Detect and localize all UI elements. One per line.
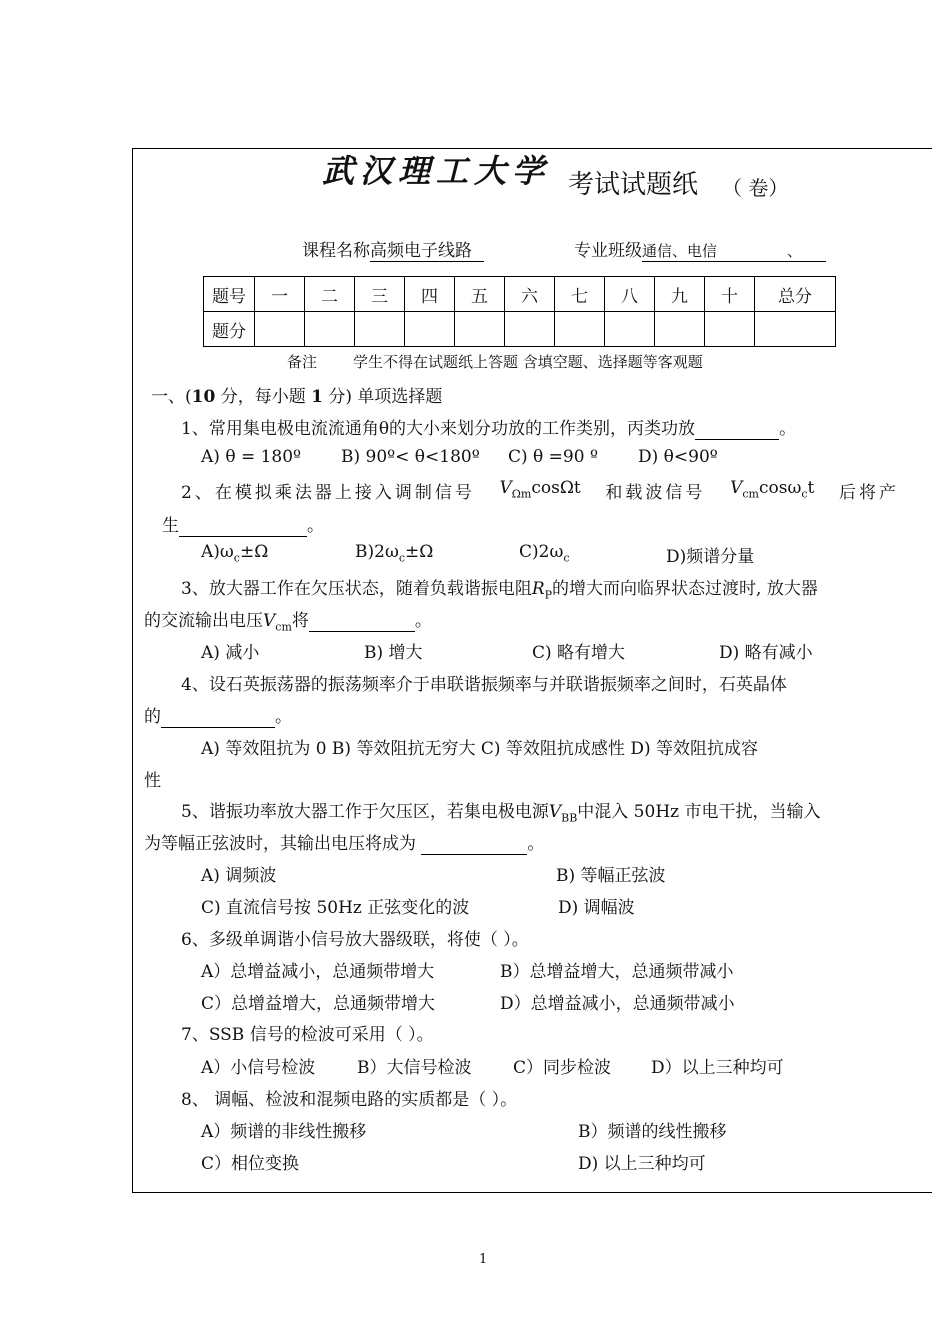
- note-row: [287, 351, 703, 372]
- q2-option-d: D)频谱分量: [666, 547, 755, 567]
- question-8-stem: 8、 调幅、检波和混频电路的实质都是（ ）。: [181, 1090, 518, 1110]
- q5-option-c: C) 直流信号按 50Hz 正弦变化的波: [201, 898, 470, 918]
- column-header: 八: [605, 277, 655, 312]
- score-cell: [255, 312, 305, 347]
- question-5-line-2: 为等幅正弦波时，其输出电压将成为 。: [144, 834, 545, 854]
- column-header: 九: [655, 277, 705, 312]
- q8-option-c: C）相位变换: [201, 1154, 300, 1174]
- question-1-stem: 1、常用集电极电流流通角θ的大小来划分功放的工作类别，丙类功放 。: [181, 419, 797, 439]
- q6-option-c: C）总增益增大，总通频带增大: [201, 994, 436, 1014]
- column-header: 七: [555, 277, 605, 312]
- q6-option-a: A）总增益减小，总通频带增大: [201, 962, 435, 982]
- exam-title: 考试试题纸: [568, 170, 699, 200]
- class-row: [574, 236, 826, 262]
- note-label: 备注: [287, 353, 318, 371]
- question-3-line-2: 的交流输出电压$V_{cm}$将 。: [144, 611, 432, 634]
- course-name-row: [302, 236, 484, 262]
- column-header: 三: [355, 277, 405, 312]
- score-cell: [305, 312, 355, 347]
- question-7-stem: 7、SSB 信号的检波可采用（ ）。: [181, 1025, 434, 1045]
- q3-option-b: B) 增大: [364, 643, 423, 663]
- score-cell: [355, 312, 405, 347]
- score-table-score-row: [204, 312, 836, 347]
- note-text: 学生不得在试题纸上答题 含填空题、选择题等客观题: [353, 353, 703, 371]
- question-2-line-2: 生 。: [162, 516, 324, 536]
- q5-option-d: D) 调幅波: [558, 898, 635, 918]
- column-header: 五: [455, 277, 505, 312]
- question-4-line-1: 4、设石英振荡器的振荡频率介于串联谐振频率与并联谐振频率之间时，石英晶体: [181, 675, 787, 695]
- q5-option-a: A) 调频波: [201, 866, 277, 886]
- section-heading: 一、(10 分，每小题 1 分) 单项选择题: [151, 387, 443, 407]
- class-value: 通信、电信 、: [642, 240, 826, 262]
- q8-option-d: D) 以上三种均可: [578, 1154, 706, 1174]
- q7-option-c: C）同步检波: [513, 1058, 612, 1078]
- q6-option-d: D）总增益减小，总通频带减小: [500, 994, 735, 1014]
- q3-option-d: D) 略有减小: [719, 643, 813, 663]
- q2-option-b: $B)2\omega_c\pm\Omega$: [355, 542, 434, 565]
- q5-option-b: B) 等幅正弦波: [556, 866, 666, 886]
- question-2-line-1: 2、在模拟乘法器上接入调制信号 $V_{\Omega m}\cos\Omega t$ 和载波信号 $V_{cm}\cos\omega_ct$ 后将产: [181, 478, 899, 503]
- score-cell: [755, 312, 836, 347]
- score-cell: [605, 312, 655, 347]
- q7-option-a: A）小信号检波: [201, 1058, 316, 1078]
- q4-options-wrap: 性: [144, 771, 161, 791]
- score-cell: [455, 312, 505, 347]
- course-name-label: 课程名称: [302, 241, 370, 261]
- score-table-header-row: [204, 277, 836, 312]
- q7-option-b: B）大信号检波: [357, 1058, 472, 1078]
- score-cell: [705, 312, 755, 347]
- column-header-total: 总分: [755, 277, 836, 312]
- row-label-score: 题分: [204, 312, 255, 347]
- q3-option-c: C) 略有增大: [532, 643, 626, 663]
- column-header: 一: [255, 277, 305, 312]
- score-cell: [655, 312, 705, 347]
- q3-option-a: A) 减小: [201, 643, 260, 663]
- score-cell: [405, 312, 455, 347]
- column-header: 十: [705, 277, 755, 312]
- question-5-line-1: 5、谐振功率放大器工作于欠压区，若集电极电源$V_{BB}$中混入 50Hz 市电干扰，当输入: [181, 802, 821, 825]
- q1-option-c: C) θ =90 º: [508, 447, 598, 467]
- paper-type: （ 卷）: [722, 176, 789, 200]
- university-name: 武汉理工大学: [322, 152, 551, 190]
- question-6-stem: 6、多级单调谐小信号放大器级联，将使（ ）。: [181, 930, 529, 950]
- q8-option-b: B）频谱的线性搬移: [578, 1122, 727, 1142]
- q2-option-a: $A)\omega_c\pm\Omega$: [201, 542, 269, 565]
- page-number: 1: [479, 1252, 488, 1267]
- q1-option-b: B) 90º< θ<180º: [341, 447, 480, 467]
- class-label: 专业班级: [574, 241, 642, 261]
- question-3-line-1: 3、放大器工作在欠压状态，随着负载谐振电阻$R_P$的增大而向临界状态过渡时, 放大器: [181, 579, 818, 602]
- q7-option-d: D）以上三种均可: [651, 1058, 784, 1078]
- score-cell: [505, 312, 555, 347]
- q4-options: A) 等效阻抗为 0 B) 等效阻抗无穷大 C) 等效阻抗成感性 D) 等效阻抗成容: [201, 739, 758, 759]
- q2-option-c: $C)2\omega_c$: [519, 542, 570, 565]
- question-4-line-2: 的 。: [144, 707, 292, 727]
- row-label-question-number: 题号: [204, 277, 255, 312]
- q8-option-a: A）频谱的非线性搬移: [201, 1122, 367, 1142]
- q1-option-d: D) θ<90º: [638, 447, 718, 467]
- column-header: 四: [405, 277, 455, 312]
- column-header: 六: [505, 277, 555, 312]
- q6-option-b: B）总增益增大，总通频带减小: [500, 962, 734, 982]
- score-table: [203, 276, 836, 347]
- course-name-value: 高频电子线路: [370, 236, 484, 262]
- q1-option-a: A) θ = 180º: [201, 447, 302, 467]
- column-header: 二: [305, 277, 355, 312]
- score-cell: [555, 312, 605, 347]
